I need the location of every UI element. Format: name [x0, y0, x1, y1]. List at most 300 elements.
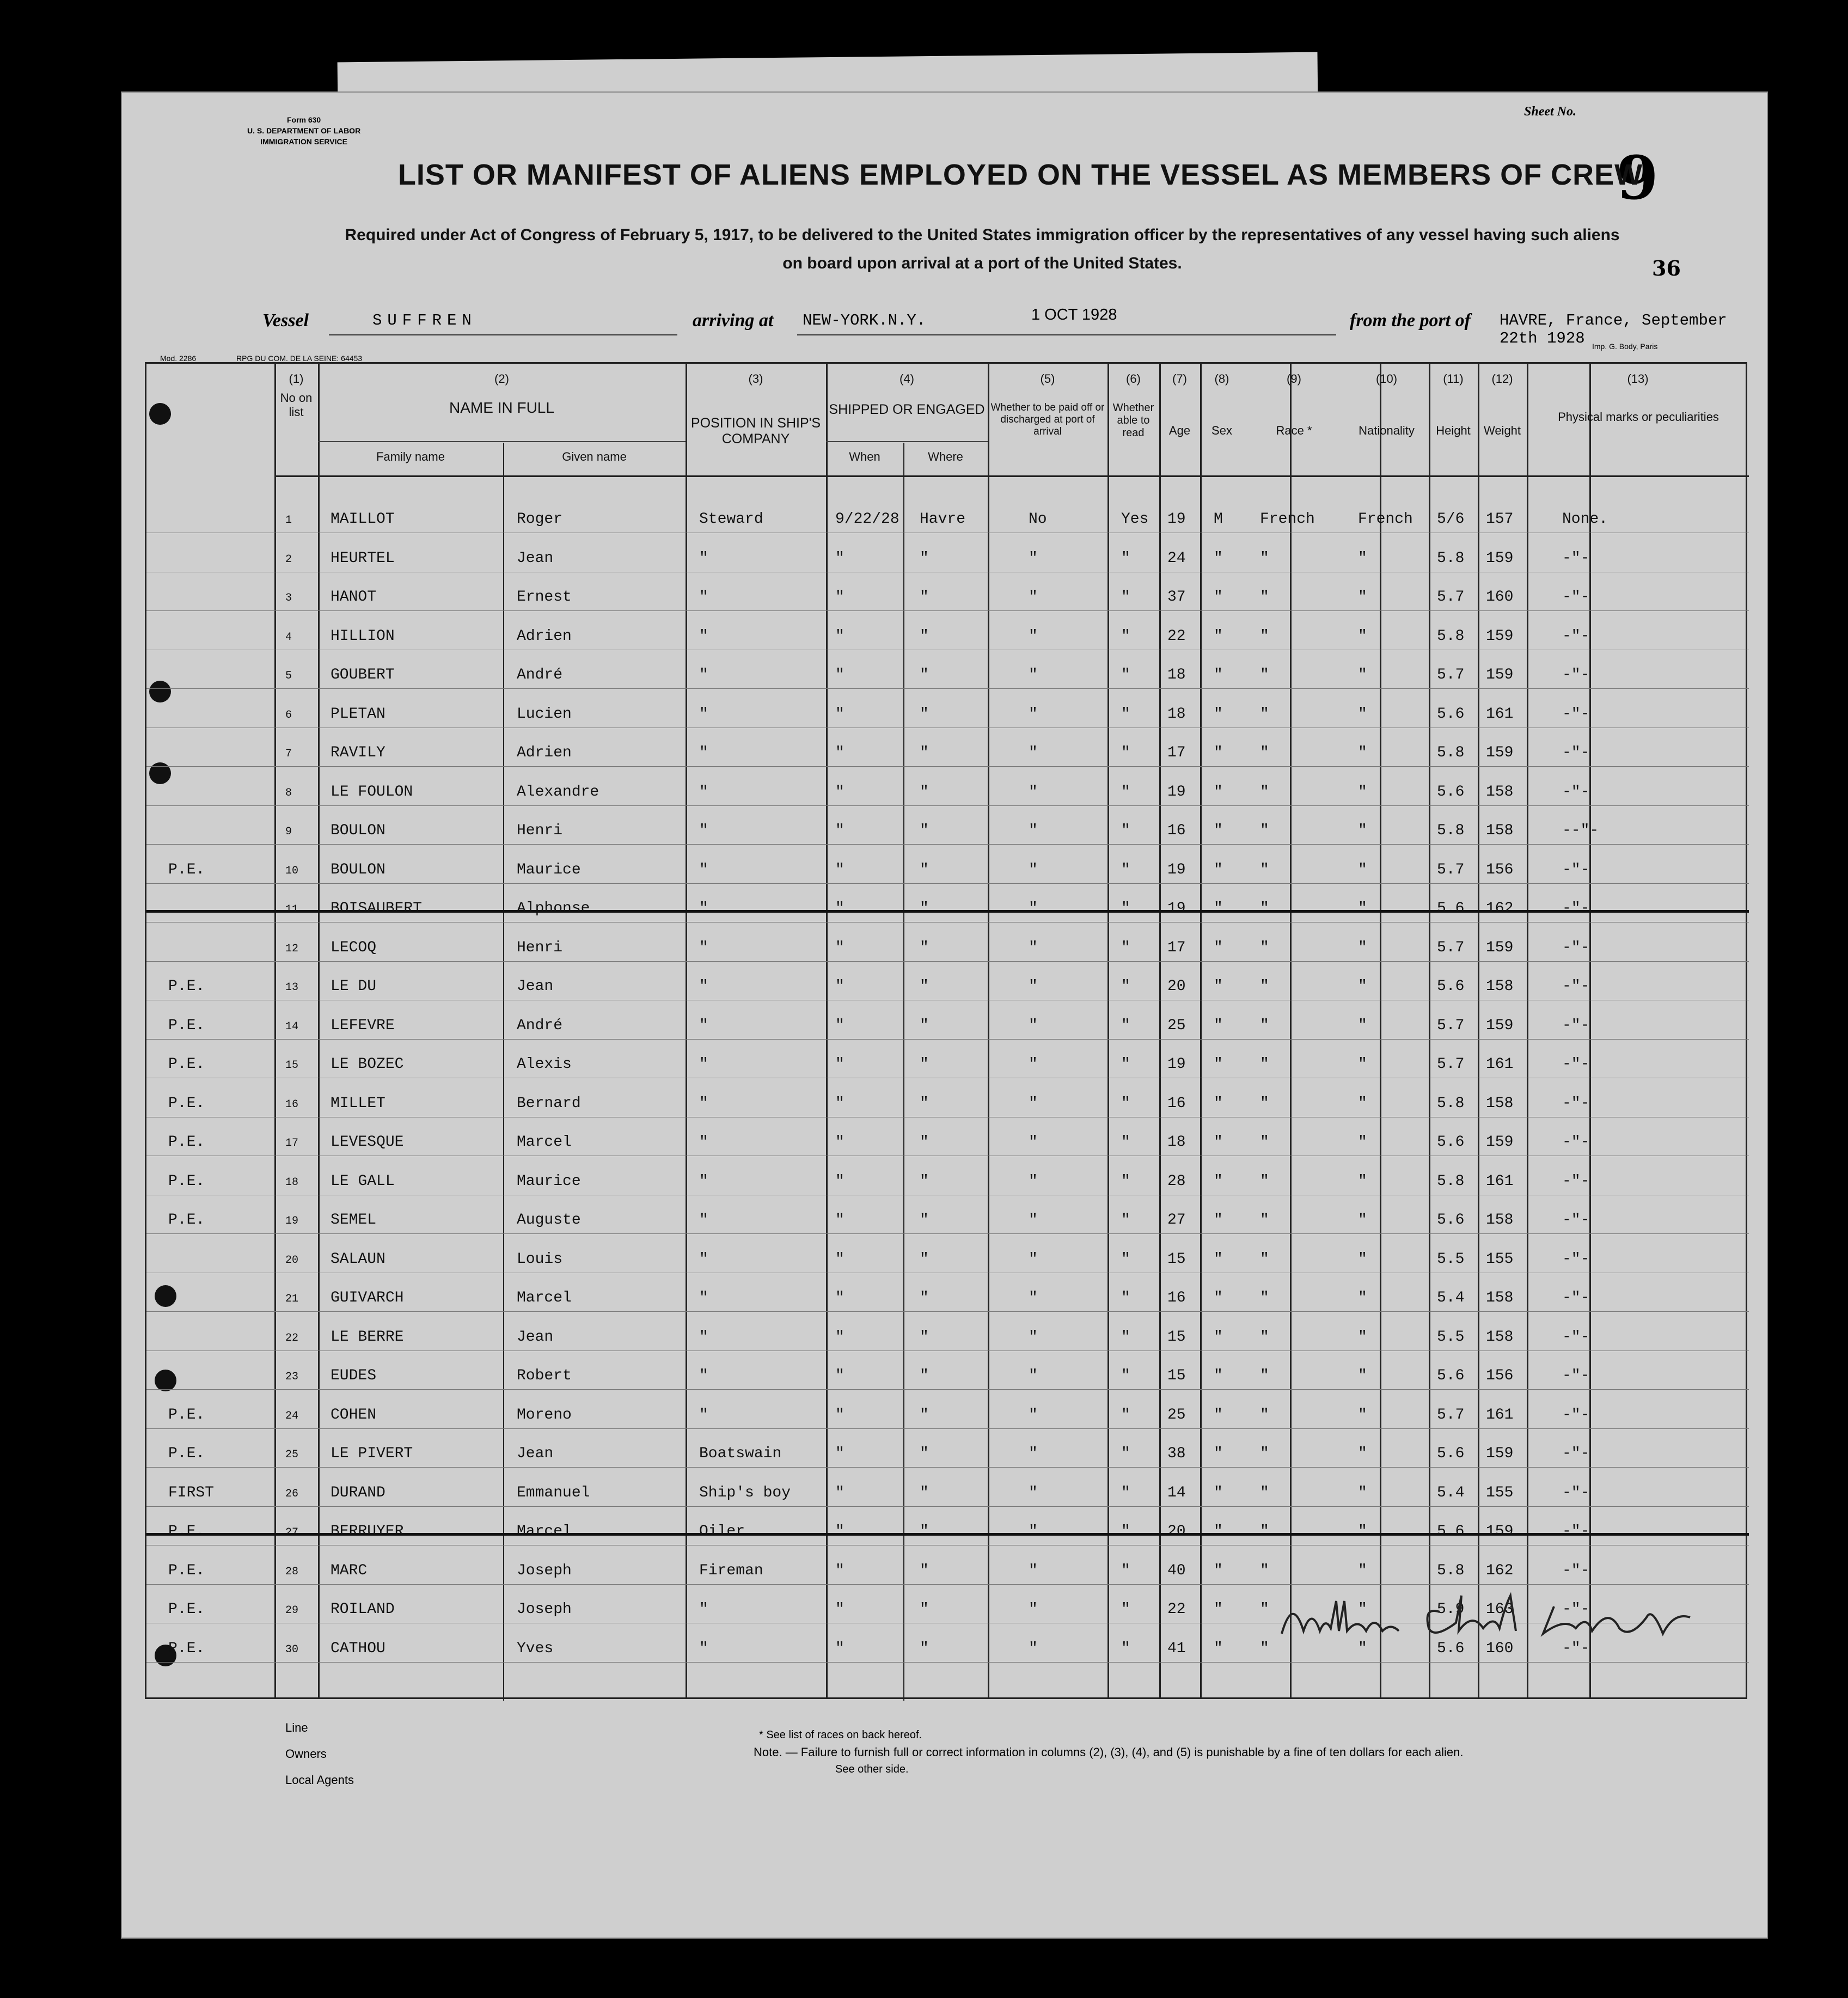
- height: 5.4: [1437, 1290, 1465, 1306]
- physical-marks: None.: [1562, 511, 1608, 528]
- sex: ": [1214, 1406, 1223, 1423]
- row-number: 13: [285, 981, 299, 994]
- row-ruling: [146, 883, 1749, 884]
- given-name: Alexis: [517, 1056, 572, 1073]
- age: 17: [1167, 744, 1186, 761]
- shipped-where: ": [920, 1172, 929, 1190]
- vessel-label: Vessel: [262, 310, 309, 331]
- manifest-sheet: [121, 91, 1768, 1939]
- shipped-where: ": [920, 667, 929, 683]
- paid-off: ": [1029, 744, 1038, 761]
- position: ": [699, 939, 708, 956]
- paid-off: ": [1029, 1640, 1038, 1657]
- column-divider: [1478, 364, 1479, 1697]
- department-block: [247, 114, 360, 147]
- given-name: André: [517, 1017, 563, 1034]
- family-name: MAILLOT: [331, 511, 395, 528]
- height: 5.5: [1437, 1250, 1465, 1268]
- race: ": [1260, 705, 1269, 723]
- shipped-when: ": [835, 1172, 845, 1190]
- sex: ": [1214, 549, 1223, 567]
- nationality: ": [1358, 1250, 1367, 1268]
- height: 5.6: [1437, 1640, 1465, 1657]
- race: ": [1260, 1601, 1269, 1618]
- paid-off: ": [1029, 627, 1038, 645]
- sex: ": [1214, 1445, 1223, 1462]
- nationality-header: Nationality: [1359, 424, 1415, 437]
- race: ": [1260, 589, 1269, 606]
- shipped-where: ": [920, 1562, 929, 1579]
- height: 5.8: [1437, 744, 1465, 761]
- able-to-read: ": [1121, 1017, 1130, 1034]
- department-name: U. S. DEPARTMENT OF LABOR: [247, 126, 361, 135]
- able-to-read: ": [1121, 1095, 1130, 1112]
- from-port: HAVRE, France, September 22th 1928: [1500, 311, 1727, 347]
- sheet-number: 9: [1617, 143, 1659, 213]
- sex: ": [1214, 589, 1223, 606]
- weight-header: Weight: [1483, 424, 1521, 437]
- weight: 161: [1486, 1172, 1514, 1190]
- shipped-when: ": [835, 1095, 845, 1112]
- age: 22: [1167, 1601, 1186, 1618]
- physical-marks: -"-: [1562, 705, 1590, 723]
- sex: ": [1214, 627, 1223, 645]
- weight: 155: [1486, 1484, 1514, 1501]
- weight: 159: [1486, 627, 1514, 645]
- pe-mark: P.E.: [168, 1134, 205, 1151]
- given-name: Yves: [517, 1640, 554, 1657]
- race: ": [1260, 1367, 1269, 1384]
- able-to-read: ": [1121, 589, 1130, 606]
- given-name: Maurice: [517, 1172, 581, 1190]
- height: 5.7: [1437, 1406, 1465, 1423]
- sex: ": [1214, 1017, 1223, 1034]
- shipped-when: ": [835, 861, 845, 878]
- crew-table: [145, 362, 1747, 1699]
- col3-header: POSITION IN SHIP'S COMPANY: [690, 416, 821, 447]
- column-divider: [503, 443, 504, 1701]
- row-number: 9: [285, 826, 292, 838]
- sex: ": [1214, 1056, 1223, 1073]
- able-to-read: ": [1121, 861, 1130, 878]
- race: ": [1260, 783, 1269, 801]
- position: ": [699, 1367, 708, 1384]
- shipped-where: ": [920, 978, 929, 995]
- from-port-label: from the port of: [1350, 310, 1471, 331]
- race: ": [1260, 1640, 1269, 1657]
- age-header: Age: [1168, 424, 1191, 437]
- column-divider: [318, 364, 320, 1697]
- able-to-read: ": [1121, 1484, 1130, 1501]
- col4-header: SHIPPED OR ENGAGED: [829, 402, 985, 417]
- position: ": [699, 1134, 708, 1151]
- row-number: 2: [285, 553, 292, 566]
- row-number: 19: [285, 1215, 299, 1227]
- race: ": [1260, 744, 1269, 761]
- nationality: ": [1358, 1523, 1367, 1540]
- physical-marks: -"-: [1562, 1134, 1590, 1151]
- pe-mark: P.E.: [168, 1017, 205, 1034]
- physical-marks: -"-: [1562, 1328, 1590, 1346]
- col5-header: Whether to be paid off or discharged at port of arrival: [990, 402, 1105, 437]
- able-to-read: ": [1121, 1601, 1130, 1618]
- race: ": [1260, 1523, 1269, 1540]
- nationality: ": [1358, 627, 1367, 645]
- shipped-where: ": [920, 1017, 929, 1034]
- nationality: ": [1358, 1445, 1367, 1462]
- given-name: Lucien: [517, 705, 572, 723]
- col2-number: (2): [494, 372, 509, 386]
- pe-mark: P.E.: [168, 1172, 205, 1190]
- family-name: CATHOU: [331, 1640, 385, 1657]
- paid-off: ": [1029, 939, 1038, 956]
- when-header: When: [849, 450, 880, 463]
- race: ": [1260, 1172, 1269, 1190]
- row-number: 29: [285, 1604, 299, 1617]
- nationality: ": [1358, 589, 1367, 606]
- row-number: 1: [285, 514, 292, 527]
- given-name: Adrien: [517, 627, 572, 645]
- row-number: 25: [285, 1449, 299, 1461]
- row-number: 30: [285, 1643, 299, 1656]
- sex: ": [1214, 667, 1223, 683]
- marks-header: Physical marks or peculiarities: [1558, 410, 1719, 424]
- age: 16: [1167, 1290, 1186, 1306]
- shipped-when: ": [835, 667, 845, 683]
- shipped-where: ": [920, 783, 929, 801]
- owners-label: Owners: [285, 1747, 327, 1761]
- pe-mark: P.E.: [168, 1445, 205, 1462]
- able-to-read: ": [1121, 900, 1130, 917]
- family-name: LE BOZEC: [331, 1056, 404, 1073]
- height: 5.4: [1437, 1484, 1465, 1501]
- age: 14: [1167, 1484, 1186, 1501]
- row-ruling: [146, 1467, 1749, 1468]
- col3-number: (3): [748, 372, 763, 386]
- height: 5.8: [1437, 627, 1465, 645]
- position: ": [699, 861, 708, 878]
- col4-number: (4): [899, 372, 914, 386]
- paid-off: ": [1029, 1328, 1038, 1346]
- weight: 159: [1486, 939, 1514, 956]
- shipped-when: ": [835, 1367, 845, 1384]
- paid-off: ": [1029, 1367, 1038, 1384]
- weight: 160: [1486, 589, 1514, 606]
- height: 5.7: [1437, 589, 1465, 606]
- nationality: ": [1358, 549, 1367, 567]
- able-to-read: ": [1121, 1640, 1130, 1657]
- age: 25: [1167, 1017, 1186, 1034]
- pe-mark: P.E.: [168, 1562, 205, 1579]
- able-to-read: Yes: [1121, 511, 1149, 528]
- sex-header: Sex: [1211, 424, 1232, 437]
- shipped-where: ": [920, 705, 929, 723]
- age: 16: [1167, 822, 1186, 839]
- nationality: ": [1358, 822, 1367, 839]
- nationality: ": [1358, 1640, 1367, 1657]
- family-name: COHEN: [331, 1406, 377, 1423]
- paid-off: ": [1029, 783, 1038, 801]
- height: 5/6: [1437, 511, 1465, 528]
- family-name: BERRUYER: [331, 1523, 404, 1540]
- position: ": [699, 744, 708, 761]
- row-number: 12: [285, 942, 299, 955]
- physical-marks: -"-: [1562, 1601, 1590, 1618]
- age: 15: [1167, 1367, 1186, 1384]
- shipped-where: ": [920, 1095, 929, 1112]
- paid-off: ": [1029, 1212, 1038, 1229]
- nationality: ": [1358, 667, 1367, 683]
- shipped-when: ": [835, 978, 845, 995]
- height: 5.8: [1437, 822, 1465, 839]
- paid-off: ": [1029, 1601, 1038, 1618]
- col1-header: No on list: [280, 391, 313, 419]
- row-number: 3: [285, 592, 292, 604]
- weight: 163: [1486, 1601, 1514, 1618]
- height: 5.5: [1437, 1328, 1465, 1346]
- col10-number: (10): [1375, 372, 1398, 386]
- height-header: Height: [1436, 424, 1471, 437]
- pe-mark: FIRST: [168, 1484, 215, 1501]
- shipped-where: ": [920, 1290, 929, 1306]
- arrival-date-stamp: 1 OCT 1928: [1031, 306, 1117, 323]
- family-name: LE GALL: [331, 1172, 395, 1190]
- sex: ": [1214, 1250, 1223, 1268]
- able-to-read: ": [1121, 783, 1130, 801]
- able-to-read: ": [1121, 978, 1130, 995]
- row-number: 15: [285, 1059, 299, 1072]
- nationality: French: [1358, 511, 1413, 528]
- given-name: Jean: [517, 1445, 554, 1462]
- position: Steward: [699, 511, 763, 528]
- family-name: PLETAN: [331, 705, 385, 723]
- column-divider: [1589, 364, 1591, 1697]
- paid-off: ": [1029, 549, 1038, 567]
- able-to-read: ": [1121, 1290, 1130, 1306]
- inspector-signature: [1271, 1585, 1783, 1650]
- paid-off: ": [1029, 1134, 1038, 1151]
- height: 5.7: [1437, 1056, 1465, 1073]
- nationality: ": [1358, 939, 1367, 956]
- sex: ": [1214, 1601, 1223, 1618]
- shipped-where: ": [920, 589, 929, 606]
- form-footer: [122, 1721, 1769, 1884]
- given-name: Marcel: [517, 1134, 572, 1151]
- sex: ": [1214, 783, 1223, 801]
- sex: ": [1214, 939, 1223, 956]
- able-to-read: ": [1121, 549, 1130, 567]
- shipped-when: ": [835, 589, 845, 606]
- family-name-header: Family name: [376, 450, 445, 463]
- shipped-when: ": [835, 1562, 845, 1579]
- row-number: 23: [285, 1371, 299, 1383]
- age: 27: [1167, 1212, 1186, 1229]
- physical-marks: -"-: [1562, 1523, 1590, 1540]
- race: ": [1260, 978, 1269, 995]
- race: ": [1260, 1445, 1269, 1462]
- family-name: LECOQ: [331, 939, 377, 956]
- column-divider: [1159, 364, 1161, 1697]
- col5-number: (5): [1040, 372, 1055, 386]
- weight: 156: [1486, 1367, 1514, 1384]
- paid-off: ": [1029, 667, 1038, 683]
- position: ": [699, 1172, 708, 1190]
- sex: ": [1214, 861, 1223, 878]
- race: ": [1260, 1017, 1269, 1034]
- position: ": [699, 900, 708, 917]
- races-note: * See list of races on back hereof.: [759, 1729, 922, 1741]
- given-name: André: [517, 667, 563, 683]
- able-to-read: ": [1121, 1056, 1130, 1073]
- given-name: Maurice: [517, 861, 581, 878]
- race: ": [1260, 1484, 1269, 1501]
- able-to-read: ": [1121, 1328, 1130, 1346]
- paid-off: ": [1029, 861, 1038, 878]
- row-number: 10: [285, 864, 299, 877]
- given-name: Emmanuel: [517, 1484, 590, 1501]
- physical-marks: -"-: [1562, 1445, 1590, 1462]
- age: 20: [1167, 1523, 1186, 1540]
- shipped-where: ": [920, 627, 929, 645]
- shipped-when: ": [835, 783, 845, 801]
- shipped-where: ": [920, 1250, 929, 1268]
- height: 5.7: [1437, 939, 1465, 956]
- shipped-when: ": [835, 1601, 845, 1618]
- able-to-read: ": [1121, 1445, 1130, 1462]
- age: 19: [1167, 783, 1186, 801]
- age: 18: [1167, 705, 1186, 723]
- column-divider: [1429, 364, 1430, 1697]
- age: 19: [1167, 511, 1186, 528]
- age: 15: [1167, 1328, 1186, 1346]
- physical-marks: -"-: [1562, 1562, 1590, 1579]
- shipped-when: ": [835, 705, 845, 723]
- age: 18: [1167, 667, 1186, 683]
- physical-marks: -"-: [1562, 1640, 1590, 1657]
- age: 16: [1167, 1095, 1186, 1112]
- race: ": [1260, 549, 1269, 567]
- header-bottom-border: [274, 475, 1749, 477]
- race: ": [1260, 1134, 1269, 1151]
- weight: 159: [1486, 549, 1514, 567]
- age: 22: [1167, 627, 1186, 645]
- col13-number: (13): [1627, 372, 1649, 386]
- column-divider: [1380, 364, 1381, 1697]
- given-name: Bernard: [517, 1095, 581, 1112]
- age: 15: [1167, 1250, 1186, 1268]
- shipped-when: ": [835, 900, 845, 917]
- height: 5.6: [1437, 783, 1465, 801]
- nationality: ": [1358, 783, 1367, 801]
- sex: ": [1214, 1367, 1223, 1384]
- able-to-read: ": [1121, 667, 1130, 683]
- position: ": [699, 1056, 708, 1073]
- shipped-where: ": [920, 861, 929, 878]
- column-divider: [1290, 364, 1292, 1697]
- nationality: ": [1358, 1095, 1367, 1112]
- weight: 156: [1486, 861, 1514, 878]
- position: ": [699, 1212, 708, 1229]
- row-number: 6: [285, 708, 292, 722]
- shipped-where: ": [920, 1367, 929, 1384]
- given-name: Marcel: [517, 1290, 572, 1306]
- position: ": [699, 1601, 708, 1618]
- physical-marks: -"-: [1562, 549, 1590, 567]
- row-ruling: [146, 805, 1749, 806]
- nationality: ": [1358, 861, 1367, 878]
- position: ": [699, 1328, 708, 1346]
- pe-mark: P.E.: [168, 861, 205, 878]
- line-label: Line: [285, 1721, 308, 1734]
- nationality: ": [1358, 1134, 1367, 1151]
- family-name: MILLET: [331, 1095, 385, 1112]
- sex: M: [1214, 511, 1223, 528]
- able-to-read: ": [1121, 1250, 1130, 1268]
- shipped-when: ": [835, 549, 845, 567]
- race: ": [1260, 939, 1269, 956]
- position: ": [699, 783, 708, 801]
- age: 19: [1167, 861, 1186, 878]
- vessel-name: SUFFREN: [372, 311, 477, 329]
- physical-marks: -"-: [1562, 1484, 1590, 1501]
- shipped-where: ": [920, 1212, 929, 1229]
- age: 19: [1167, 900, 1186, 917]
- age: 28: [1167, 1172, 1186, 1190]
- physical-marks: -"-: [1562, 1017, 1590, 1034]
- shipped-when: ": [835, 627, 845, 645]
- pe-mark: P.E.: [168, 1212, 205, 1229]
- nationality: ": [1358, 1406, 1367, 1423]
- sex: ": [1214, 1212, 1223, 1229]
- age: 25: [1167, 1406, 1186, 1423]
- family-name: LE FOULON: [331, 783, 413, 801]
- age: 17: [1167, 939, 1186, 956]
- sex: ": [1214, 744, 1223, 761]
- physical-marks: -"-: [1562, 1056, 1590, 1073]
- family-name: SALAUN: [331, 1250, 385, 1268]
- row-number: 27: [285, 1526, 299, 1539]
- position: ": [699, 549, 708, 567]
- position: ": [699, 667, 708, 683]
- sex: ": [1214, 705, 1223, 723]
- race-header: Race *: [1276, 424, 1312, 437]
- physical-marks: -"-: [1562, 1406, 1590, 1423]
- shipped-when: ": [835, 1640, 845, 1657]
- shipped-when: ": [835, 1017, 845, 1034]
- shipped-when: ": [835, 1445, 845, 1462]
- weight: 159: [1486, 1523, 1514, 1540]
- form-number: Form 630: [286, 115, 321, 124]
- local-agents-label: Local Agents: [285, 1773, 354, 1787]
- paid-off: ": [1029, 1445, 1038, 1462]
- column-divider: [1527, 364, 1528, 1697]
- pe-mark: P.E.: [168, 1406, 205, 1423]
- sex: ": [1214, 1484, 1223, 1501]
- mod-number: Mod. 2286: [160, 354, 197, 363]
- nationality: ": [1358, 1290, 1367, 1306]
- sex: ": [1214, 1562, 1223, 1579]
- shipped-where: ": [920, 1484, 929, 1501]
- sex: ": [1214, 1640, 1223, 1657]
- shipped-where: ": [920, 822, 929, 839]
- weight: 158: [1486, 1328, 1514, 1346]
- height: 5.6: [1437, 900, 1465, 917]
- position: ": [699, 705, 708, 723]
- able-to-read: ": [1121, 627, 1130, 645]
- column-divider: [686, 364, 687, 1697]
- able-to-read: ": [1121, 744, 1130, 761]
- column-divider: [988, 364, 989, 1697]
